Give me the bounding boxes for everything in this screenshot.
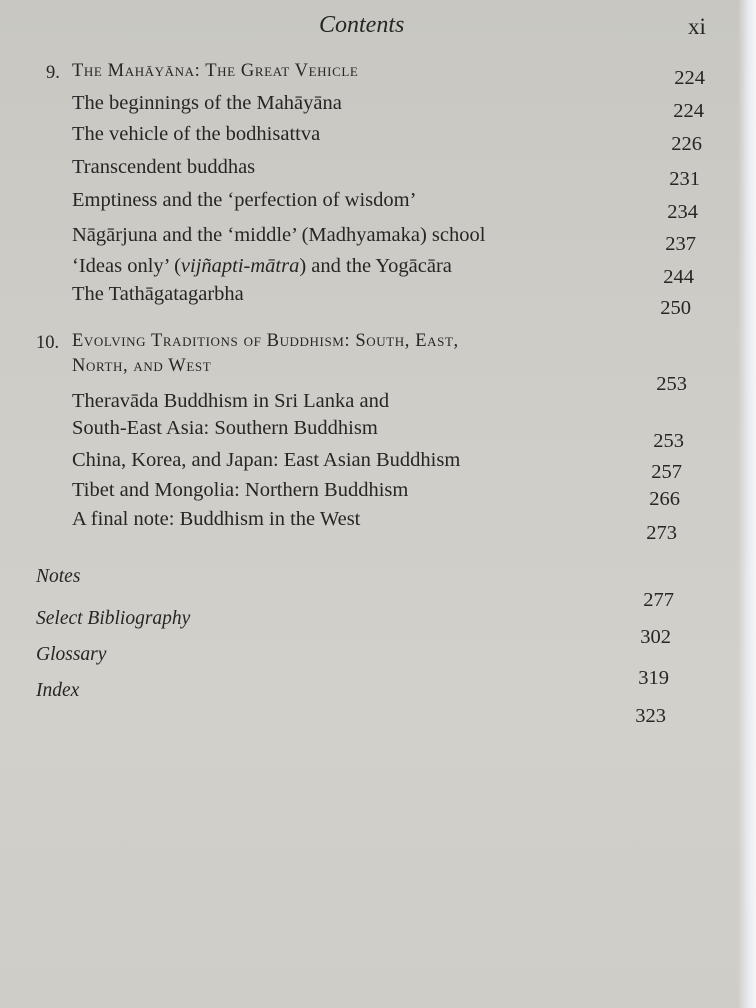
toc-page: 250 xyxy=(660,297,691,319)
toc-page: 231 xyxy=(669,168,700,190)
chapter-10-number: 10. xyxy=(36,333,60,353)
toc-page: 244 xyxy=(663,266,694,288)
toc-glossary: Glossary xyxy=(36,644,107,665)
toc-page: 302 xyxy=(640,626,671,648)
toc-entry: Tibet and Mongolia: Northern Buddhism xyxy=(72,479,409,501)
chapter-10-title-line2: North, and West xyxy=(72,356,212,376)
toc-entry: Nāgārjuna and the ‘middle’ (Madhyamaka) school xyxy=(72,224,486,246)
page-edge xyxy=(738,0,756,1008)
toc-page: 224 xyxy=(673,100,704,122)
toc-entry: The vehicle of the bodhisattva xyxy=(72,123,321,145)
chapter-9-page: 224 xyxy=(674,67,705,89)
chapter-10-page: 253 xyxy=(656,373,687,395)
toc-page: 277 xyxy=(643,589,674,611)
toc-page: 273 xyxy=(646,522,677,544)
toc-page: 323 xyxy=(635,705,666,727)
toc-entry: Transcendent buddhas xyxy=(72,156,256,178)
toc-entry: The Tathāgatagarbha xyxy=(72,283,244,305)
chapter-9-number: 9. xyxy=(46,63,60,83)
toc-bibliography: Select Bibliography xyxy=(36,608,191,629)
chapter-10-title-line1: Evolving Traditions of Buddhism: South, East, xyxy=(72,331,459,351)
running-head-title: Contents xyxy=(319,12,405,38)
toc-entry: A final note: Buddhism in the West xyxy=(72,508,361,530)
toc-index: Index xyxy=(36,680,80,701)
toc-page: 257 xyxy=(651,461,682,483)
chapter-9-title: The Mahāyāna: The Great Vehicle xyxy=(72,61,359,81)
toc-page: 226 xyxy=(671,133,702,155)
toc-entry: Emptiness and the ‘perfection of wisdom’ xyxy=(72,189,417,211)
toc-entry: China, Korea, and Japan: East Asian Buddhism xyxy=(72,449,461,471)
toc-page: 319 xyxy=(638,667,669,689)
toc-page: 234 xyxy=(667,201,698,223)
folio-number: xi xyxy=(688,14,706,39)
toc-entry: The beginnings of the Mahāyāna xyxy=(72,92,342,114)
toc-page: 266 xyxy=(649,488,680,510)
toc-page: 253 xyxy=(653,430,684,452)
toc-entry: Theravāda Buddhism in Sri Lanka and xyxy=(72,390,390,412)
toc-notes: Notes xyxy=(36,566,81,587)
toc-entry: ‘Ideas only’ (vijñapti-mātra) and the Yogācāra xyxy=(72,255,452,277)
toc-page: 237 xyxy=(665,233,696,255)
toc-entry: South-East Asia: Southern Buddhism xyxy=(72,417,378,439)
